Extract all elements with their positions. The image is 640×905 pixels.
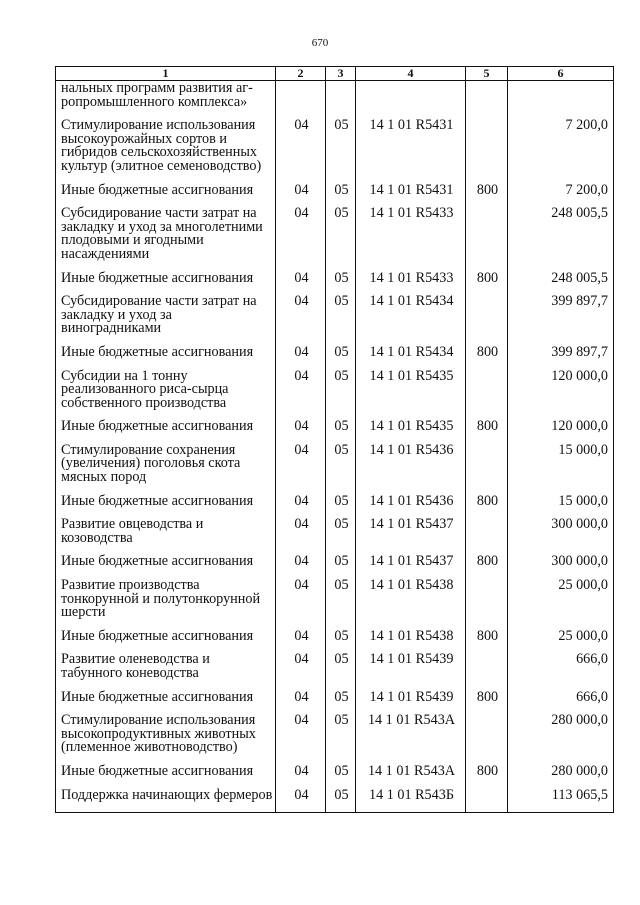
cell-subsection: 05	[326, 620, 356, 644]
cell-amount: 666,0	[508, 681, 614, 705]
cell-expense-type: 800	[466, 262, 508, 286]
cell-amount: 120 000,0	[508, 360, 614, 411]
cell-name: Развитие оленеводства и табунного коневодства	[56, 643, 276, 680]
cell-name: Иные бюджетные ассигнования	[56, 336, 276, 360]
cell-subsection: 05	[326, 174, 356, 198]
table-row	[56, 681, 614, 705]
cell-subsection: 05	[326, 643, 356, 680]
cell-subsection: 05	[326, 410, 356, 434]
cell-subsection: 05	[326, 755, 356, 779]
cell-expense-type: 800	[466, 336, 508, 360]
cell-subsection: 05	[326, 109, 356, 173]
cell-section: 04	[276, 508, 326, 545]
cell-target-code: 14 1 01 R543А	[356, 704, 466, 755]
cell-amount: 25 000,0	[508, 569, 614, 620]
cell-target-code: 14 1 01 R5438	[356, 569, 466, 620]
cell-subsection: 05	[326, 779, 356, 813]
page-number: 670	[311, 37, 329, 49]
col-header-6: 6	[508, 67, 614, 81]
cell-name: Иные бюджетные ассигнования	[56, 410, 276, 434]
cell-name: нальных программ развития аг-ропромышленного комплекса»	[56, 81, 276, 110]
cell-subsection: 05	[326, 569, 356, 620]
table-row	[56, 545, 614, 569]
cell-subsection: 05	[326, 545, 356, 569]
cell-name: Иные бюджетные ассигнования	[56, 545, 276, 569]
cell-section: 04	[276, 755, 326, 779]
cell-subsection: 05	[326, 360, 356, 411]
table-row	[56, 262, 614, 286]
table-row	[56, 285, 614, 336]
table-row	[56, 485, 614, 509]
cell-target-code: 14 1 01 R5435	[356, 360, 466, 411]
cell-section: 04	[276, 109, 326, 173]
cell-name: Иные бюджетные ассигнования	[56, 485, 276, 509]
col-header-3: 3	[326, 67, 356, 81]
cell-name: Стимулирование использования высокоурожайных сортов и гибридов сельскохозяйственных культур (элитное семеноводство)	[56, 109, 276, 173]
cell-amount: 7 200,0	[508, 174, 614, 198]
cell-expense-type	[466, 704, 508, 755]
cell-section: 04	[276, 620, 326, 644]
cell-amount: 15 000,0	[508, 485, 614, 509]
cell-subsection: 05	[326, 285, 356, 336]
cell-target-code: 14 1 01 R5439	[356, 643, 466, 680]
table-row	[56, 508, 614, 545]
table-row	[56, 360, 614, 411]
table-row	[56, 410, 614, 434]
cell-section: 04	[276, 336, 326, 360]
cell-subsection: 05	[326, 485, 356, 509]
cell-amount: 248 005,5	[508, 197, 614, 261]
cell-amount: 666,0	[508, 643, 614, 680]
table-row	[56, 336, 614, 360]
table-row	[56, 434, 614, 485]
cell-expense-type	[466, 508, 508, 545]
cell-expense-type	[466, 779, 508, 813]
table-row	[56, 109, 614, 173]
cell-section: 04	[276, 779, 326, 813]
cell-target-code: 14 1 01 R5437	[356, 508, 466, 545]
cell-name: Развитие производства тонкорунной и полутонкорунной шерсти	[56, 569, 276, 620]
cell-name: Развитие овцеводства и козоводства	[56, 508, 276, 545]
cell-name: Стимулирование сохранения (увеличения) поголовья скота мясных пород	[56, 434, 276, 485]
cell-expense-type: 800	[466, 410, 508, 434]
cell-expense-type	[466, 81, 508, 110]
cell-name: Поддержка начинающих фермеров	[56, 779, 276, 813]
cell-expense-type	[466, 569, 508, 620]
cell-expense-type: 800	[466, 174, 508, 198]
cell-section: 04	[276, 704, 326, 755]
cell-amount: 248 005,5	[508, 262, 614, 286]
cell-name: Субсидии на 1 тонну реализованного риса-сырца собственного производства	[56, 360, 276, 411]
cell-name: Иные бюджетные ассигнования	[56, 262, 276, 286]
col-header-2: 2	[276, 67, 326, 81]
table-body	[56, 81, 614, 813]
cell-section: 04	[276, 174, 326, 198]
cell-target-code: 14 1 01 R543А	[356, 755, 466, 779]
table-row	[56, 643, 614, 680]
cell-amount: 15 000,0	[508, 434, 614, 485]
cell-target-code: 14 1 01 R5434	[356, 285, 466, 336]
table-row	[56, 81, 614, 110]
cell-target-code: 14 1 01 R5434	[356, 336, 466, 360]
cell-target-code: 14 1 01 R5437	[356, 545, 466, 569]
cell-amount	[508, 81, 614, 110]
cell-amount: 399 897,7	[508, 336, 614, 360]
cell-expense-type	[466, 360, 508, 411]
cell-section	[276, 81, 326, 110]
cell-section: 04	[276, 360, 326, 411]
table-row	[56, 704, 614, 755]
table-row	[56, 197, 614, 261]
cell-expense-type	[466, 197, 508, 261]
cell-subsection: 05	[326, 434, 356, 485]
cell-amount: 280 000,0	[508, 704, 614, 755]
cell-target-code: 14 1 01 R5433	[356, 262, 466, 286]
col-header-4: 4	[356, 67, 466, 81]
cell-target-code: 14 1 01 R5436	[356, 485, 466, 509]
cell-target-code: 14 1 01 R543Б	[356, 779, 466, 813]
cell-section: 04	[276, 485, 326, 509]
cell-name: Субсидирование части затрат на закладку и уход за виноградниками	[56, 285, 276, 336]
cell-subsection: 05	[326, 508, 356, 545]
cell-subsection	[326, 81, 356, 110]
cell-target-code: 14 1 01 R5431	[356, 109, 466, 173]
cell-section: 04	[276, 643, 326, 680]
cell-expense-type	[466, 434, 508, 485]
col-header-1: 1	[56, 67, 276, 81]
cell-name: Субсидирование части затрат на закладку и уход за многолетними плодовыми и ягодными насаждениями	[56, 197, 276, 261]
cell-amount: 120 000,0	[508, 410, 614, 434]
budget-table	[55, 66, 614, 813]
cell-section: 04	[276, 545, 326, 569]
cell-name: Иные бюджетные ассигнования	[56, 620, 276, 644]
cell-amount: 300 000,0	[508, 545, 614, 569]
table-row	[56, 755, 614, 779]
cell-section: 04	[276, 262, 326, 286]
cell-target-code: 14 1 01 R5439	[356, 681, 466, 705]
table-row	[56, 569, 614, 620]
cell-section: 04	[276, 434, 326, 485]
cell-amount: 25 000,0	[508, 620, 614, 644]
cell-target-code: 14 1 01 R5436	[356, 434, 466, 485]
cell-subsection: 05	[326, 704, 356, 755]
cell-section: 04	[276, 285, 326, 336]
cell-expense-type: 800	[466, 620, 508, 644]
cell-section: 04	[276, 197, 326, 261]
cell-name: Иные бюджетные ассигнования	[56, 755, 276, 779]
cell-expense-type: 800	[466, 545, 508, 569]
table-row	[56, 779, 614, 813]
cell-section: 04	[276, 569, 326, 620]
cell-expense-type	[466, 643, 508, 680]
cell-name: Иные бюджетные ассигнования	[56, 681, 276, 705]
col-header-5: 5	[466, 67, 508, 81]
cell-section: 04	[276, 410, 326, 434]
cell-subsection: 05	[326, 262, 356, 286]
cell-expense-type: 800	[466, 485, 508, 509]
cell-amount: 7 200,0	[508, 109, 614, 173]
cell-target-code: 14 1 01 R5431	[356, 174, 466, 198]
cell-amount: 113 065,5	[508, 779, 614, 813]
cell-target-code: 14 1 01 R5438	[356, 620, 466, 644]
cell-section: 04	[276, 681, 326, 705]
cell-target-code	[356, 81, 466, 110]
cell-amount: 280 000,0	[508, 755, 614, 779]
cell-name: Стимулирование использования высокопродуктивных животных (племенное животноводство)	[56, 704, 276, 755]
cell-expense-type: 800	[466, 681, 508, 705]
cell-name: Иные бюджетные ассигнования	[56, 174, 276, 198]
cell-expense-type: 800	[466, 755, 508, 779]
cell-expense-type	[466, 285, 508, 336]
cell-expense-type	[466, 109, 508, 173]
cell-subsection: 05	[326, 336, 356, 360]
cell-target-code: 14 1 01 R5435	[356, 410, 466, 434]
cell-subsection: 05	[326, 681, 356, 705]
cell-subsection: 05	[326, 197, 356, 261]
header-row	[56, 67, 614, 81]
table-row	[56, 620, 614, 644]
table-row	[56, 174, 614, 198]
cell-amount: 300 000,0	[508, 508, 614, 545]
cell-target-code: 14 1 01 R5433	[356, 197, 466, 261]
cell-amount: 399 897,7	[508, 285, 614, 336]
table-header	[56, 67, 614, 81]
